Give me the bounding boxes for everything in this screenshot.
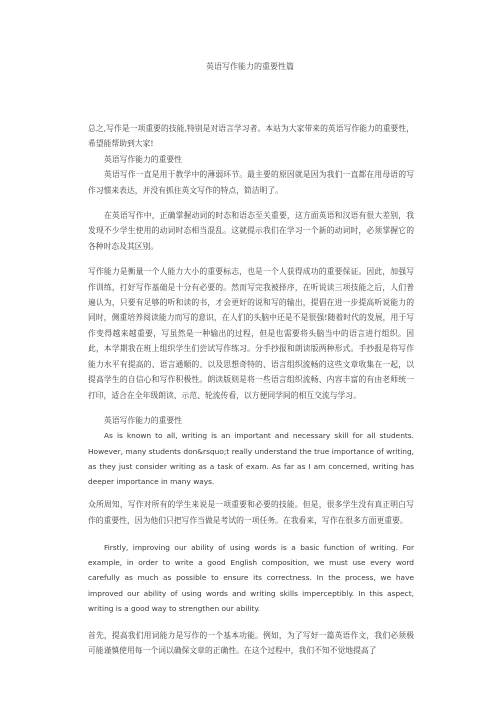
body-paragraph: 在英语写作中，正确掌握动词的时态和语态至关重要，这方面英语和汉语有很大差别，我发现不少学生使用的动词时态相当混乱。这就提示我们在学习一个新的动词时，必须掌握它的各种时态及其区别。	[88, 211, 414, 251]
english-paragraph: Firstly, improving our ability of using words is a basic function of writing. For example, in order to write a good English composition, we must use every word carefully as much as possible to ensure its correctness. In the process, we have improved our ability of using words and writing skills imperceptibly. In this aspect, writing is a good way to strengthen our ability.	[88, 542, 414, 613]
chinese-paragraph: 首先，提高我们用词能力是写作的一个基本功能。例如，为了写好一篇英语作文，我们必须极可能谨慎使用每一个词以确保文章的正确性。在这个过程中，我们不知不觉地提高了	[88, 630, 414, 656]
body-paragraph: 写作能力是衡量一个人能力大小的重要标志，也是一个人获得成功的重要保证。因此，加强写作训练，打好写作基础是十分有必要的。然而写完我被择序，在听说读三项技能之后，人们普遍认为，只要有足够的听和读的书，才会更好的说和写的输出，提倡在进一步提高听说能力的同时，侧重培养阅读能力而写的意识，在人们的头脑中还是不是很强!随着时代的发展，用于写作变得越来越重要，写虽然是一种输出的过程，但是也需要将头脑当中的语言进行组织。因此，本学期我在班上组织学生们尝试写作练习。分手抄报和朗读版两种形式。手抄报是将写作能力水平有提高的、语言通顺的、以及思想奇特的、语言组织流畅的这些文章收集在一起，以提高学生的自信心和写作积极性。朗读版则是将一些语言组织流畅、内容丰富的有由老师统一打印，适合在全年级朗读、示范、轮流传看，以方便同学间的相互交流与学习。	[88, 267, 414, 400]
chinese-paragraph: 众所周知，写作对所有的学生来说是一项重要和必要的技能。但是，很多学生没有真正明白写作的重要性，因为他们只把写作当做是考试的一项任务。在我看来，写作在很多方面更重要。	[88, 500, 414, 525]
section-heading: 英语写作能力的重要性	[104, 154, 182, 164]
body-paragraph: 英语写作一直是用于教学中的薄弱环节。最主要的原因就是因为我们一直都在用母语的写作习惯来表达，并没有抓住英文写作的特点，简洁明了。	[88, 170, 414, 195]
document-title: 英语写作能力的重要性篇	[206, 62, 294, 71]
section-heading: 英语写作能力的重要性	[104, 415, 182, 425]
intro-paragraph: 总之,写作是一项重要的技能,特别是对语言学习者。本站为大家带来的英语写作能力的重要性，希望能帮助到大家!	[88, 124, 414, 149]
document-body	[88, 121, 414, 659]
english-paragraph: As is known to all, writing is an important and necessary skill for all students. However, many students don&rsquo;t really understand the true importance of writing, as they just consider writing as a task of exam. As far as I am concerned, writing has deeper importance in many ways.	[88, 431, 414, 486]
